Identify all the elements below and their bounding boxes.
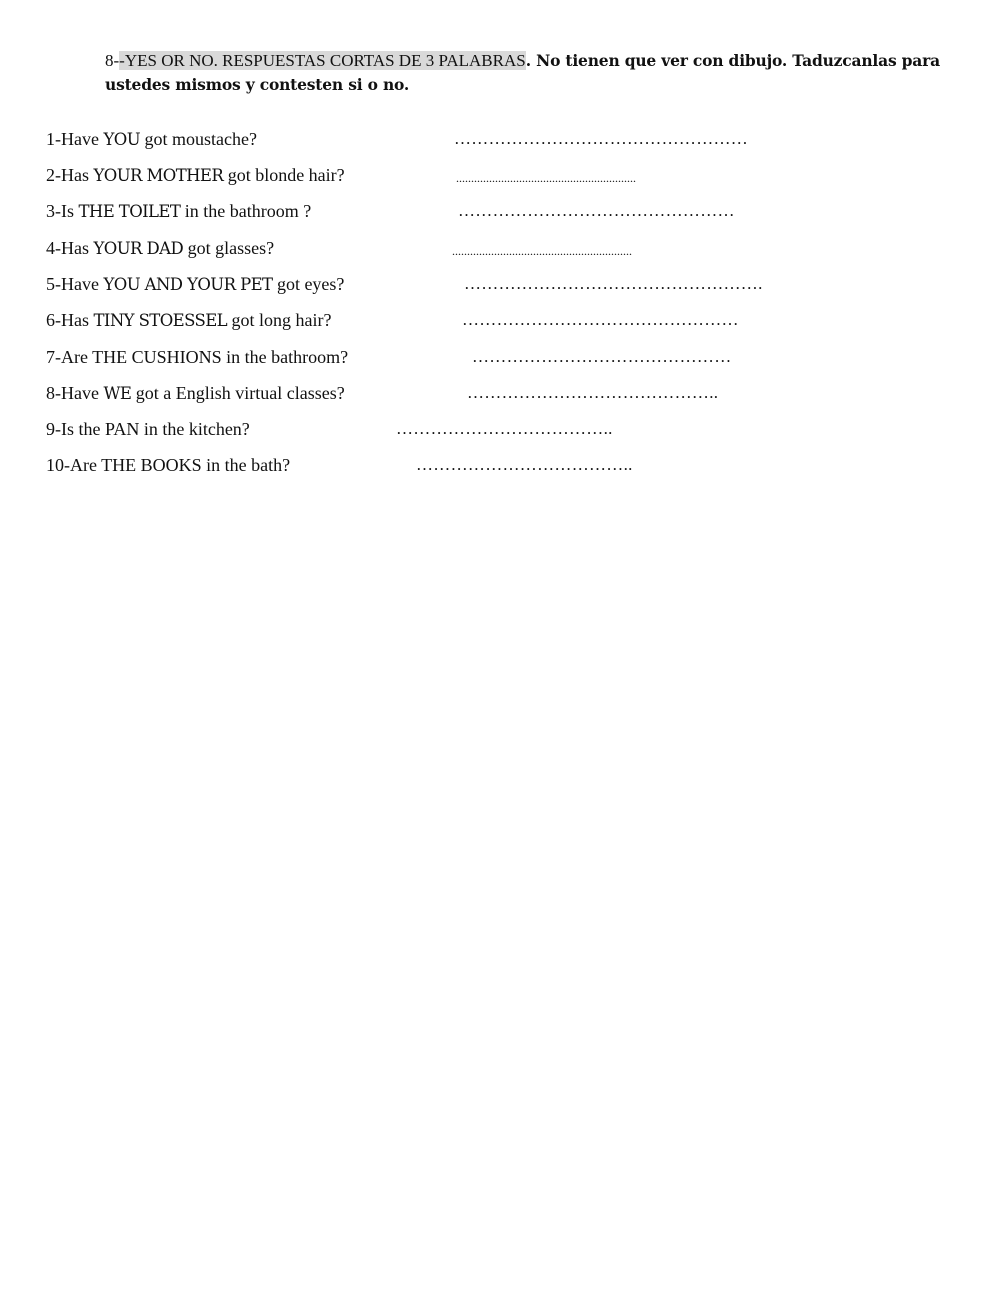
question-row (46, 307, 966, 333)
exercise-instructions: . No tienen que ver con dibujo. Taduzcanlas para ustedes mismos y contesten si o no. (105, 51, 940, 94)
question-keyword: YOU (103, 130, 141, 149)
exercise-number: 8- (105, 51, 120, 70)
question-text: 2-Has (46, 165, 94, 185)
exercise-title-highlighted: -YES OR NO. RESPUESTAS CORTAS DE 3 PALABRAS (119, 51, 526, 70)
answer-blank[interactable]: ............................................................ (456, 171, 636, 185)
answer-blank[interactable]: ……………………………….. (416, 455, 633, 474)
question-row (46, 162, 966, 188)
question-text: got a English virtual classes? (131, 383, 345, 403)
question-keyword: YOU AND YOUR PET (103, 275, 273, 294)
question-row (46, 416, 966, 442)
question-text: got glasses? (183, 238, 275, 258)
instructions (105, 49, 945, 97)
question-text: 9-Is the PAN in the kitchen? (46, 419, 250, 439)
question-text: got blonde hair? (223, 165, 345, 185)
question-keyword: TINY STOESSEL (93, 311, 227, 330)
question-text: 4-Has (46, 238, 94, 258)
answer-blank[interactable]: ............................................................ (452, 244, 632, 258)
question-keyword: WE (103, 384, 132, 403)
question-text: 10-Are THE BOOKS in the bath? (46, 455, 291, 475)
question-row (46, 452, 966, 478)
question-text: 6-Has (46, 310, 94, 330)
question-text: 5-Have (46, 274, 104, 294)
question-keyword: THE TOILET (78, 202, 181, 221)
answer-blank[interactable]: ……………………………………… (472, 347, 732, 366)
question-text: 1-Have (46, 129, 104, 149)
question-keyword: YOUR MOTHER (93, 166, 224, 185)
question-text: got eyes? (272, 274, 345, 294)
question-row (46, 344, 966, 370)
answer-blank[interactable]: ……………………………….. (396, 419, 613, 438)
answer-blank[interactable]: ………………………………………… (458, 201, 735, 220)
question-text: 7-Are THE CUSHIONS in the bathroom? (46, 347, 349, 367)
answer-blank[interactable]: ………………………………………… (462, 310, 739, 329)
question-text: 3-Is (46, 201, 79, 221)
question-text: got moustache? (140, 129, 257, 149)
answer-blank[interactable]: …………………………………….. (467, 383, 719, 402)
question-row (46, 235, 966, 261)
question-row (46, 380, 966, 406)
question-row (46, 271, 966, 297)
question-row (46, 126, 966, 152)
answer-blank[interactable]: ……………………………………………. (464, 274, 763, 293)
question-text: in the bathroom ? (180, 201, 312, 221)
question-text: 8-Have (46, 383, 104, 403)
question-row (46, 198, 966, 224)
answer-blank[interactable]: …………………………………………… (454, 129, 749, 148)
question-keyword: YOUR DAD (93, 239, 184, 258)
question-text: got long hair? (227, 310, 332, 330)
